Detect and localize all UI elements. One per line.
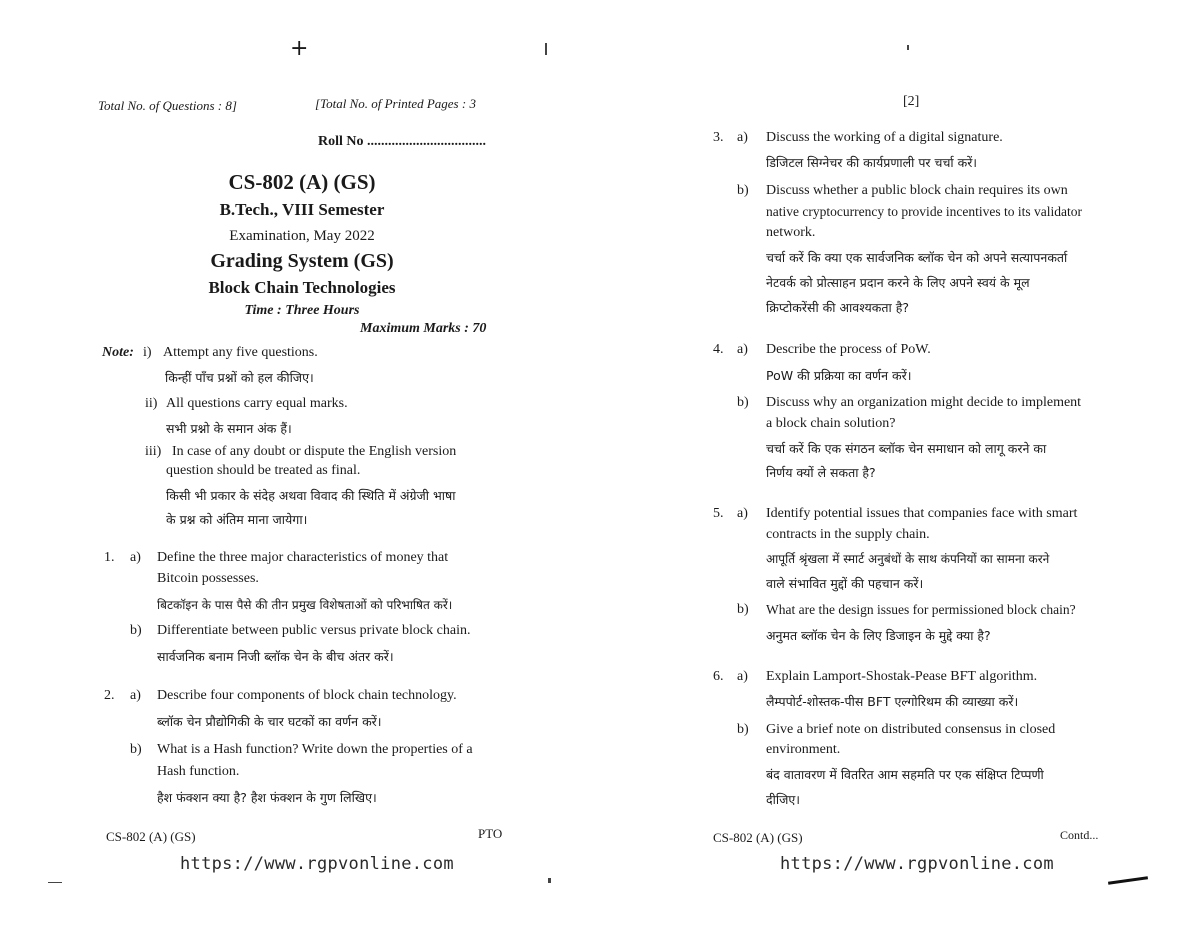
footer-code: CS-802 (A) (GS): [106, 829, 196, 844]
q1a-en-1: Define the three major characteristics of money that: [157, 550, 449, 565]
scan-speck: [545, 43, 547, 55]
q4b-en-2: a block chain solution?: [766, 416, 896, 431]
q4b-hi-2: निर्णय क्यों ले सकता है?: [766, 465, 876, 480]
q4a-hi: PoW की प्रक्रिया का वर्णन करें।: [766, 368, 912, 383]
q4b-en-1: Discuss why an organization might decide to implement: [766, 395, 1082, 410]
q5a-en-1: Identify potential issues that companies face with smart: [766, 506, 1078, 521]
q3a-en: Discuss the working of a digital signature.: [766, 130, 1003, 145]
q6a-en: Explain Lamport-Shostak-Pease BFT algorithm.: [766, 669, 1038, 684]
q3a-hi: डिजिटल सिग्नेचर की कार्यप्रणाली पर चर्चा करें।: [766, 155, 978, 170]
q1b-label: b): [130, 623, 142, 638]
roll-no: Roll No ..................................: [318, 134, 486, 149]
q5a-hi-1: आपूर्ति श्रृंखला में स्मार्ट अनुबंधों के साथ कंपनियों का सामना करने: [766, 552, 1050, 566]
q6b-label: b): [737, 722, 749, 737]
q1a-hi: बिटकॉइन के पास पैसे की तीन प्रमुख विशेषताओं को परिभाषित करें।: [157, 598, 453, 612]
exam-session: Examination, May 2022: [229, 228, 375, 244]
note-3-hi-2: के प्रश्न को अंतिम माना जायेगा।: [166, 512, 308, 527]
q1b-en: Differentiate between public versus private block chain.: [157, 623, 471, 638]
q4b-label: b): [737, 395, 749, 410]
q2-num: 2.: [104, 688, 115, 703]
q3b-en-2: native cryptocurrency to provide incentives to its validator: [766, 204, 1083, 219]
q1-num: 1.: [104, 550, 115, 565]
q1a-en-2: Bitcoin possesses.: [157, 571, 259, 586]
note-2-en: All questions carry equal marks.: [166, 396, 348, 411]
q4-num: 4.: [713, 342, 724, 357]
q3b-hi-1: चर्चा करें कि क्या एक सार्वजनिक ब्लॉक चेन को अपने सत्यापनकर्ता: [766, 250, 1068, 265]
q6b-en-2: environment.: [766, 742, 841, 757]
q6b-hi-2: दीजिए।: [766, 792, 801, 807]
footer-pto: PTO: [478, 826, 503, 841]
q2a-en: Describe four components of block chain technology.: [157, 688, 457, 703]
course-title: B.Tech., VIII Semester: [219, 200, 385, 219]
q6a-hi: लैम्पपोर्ट-शोस्तक-पीस BFT एल्गोरिथम की व्याख्या करें।: [766, 694, 1019, 709]
q3a-label: a): [737, 130, 748, 145]
note-1-hi: किन्हीं पाँच प्रश्नों को हल कीजिए।: [165, 370, 314, 385]
q6b-hi-1: बंद वातावरण में वितरित आम सहमति पर एक संक्षिप्त टिप्पणी: [766, 767, 1044, 782]
q2b-en-2: Hash function.: [157, 764, 240, 779]
q6a-label: a): [737, 669, 748, 684]
footer-contd: Contd...: [1060, 828, 1099, 842]
grading-system: Grading System (GS): [210, 250, 394, 272]
page-two: [600, 0, 1200, 927]
q5a-hi-2: वाले संभावित मुद्दों की पहचान करें।: [766, 576, 924, 591]
note-3-hi-1: किसी भी प्रकार के संदेह अथवा विवाद की स्थिति में अंग्रेजी भाषा: [166, 488, 456, 503]
website-url: https://www.rgpvonline.com: [780, 854, 1054, 874]
note-3-num: iii): [145, 444, 162, 459]
q5a-en-2: contracts in the supply chain.: [766, 527, 930, 542]
note-3-en-2: question should be treated as final.: [166, 463, 361, 478]
q4b-hi-1: चर्चा करें कि एक संगठन ब्लॉक चेन समाधान को लागू करने का: [766, 441, 1047, 456]
q6b-en-1: Give a brief note on distributed consensus in closed: [766, 722, 1056, 737]
max-marks: Maximum Marks : 70: [360, 321, 487, 336]
q3b-hi-3: क्रिप्टोकरेंसी की आवश्यकता है?: [766, 300, 909, 315]
note-1-num: i): [143, 345, 152, 360]
q2b-label: b): [130, 742, 142, 757]
scan-speck: [548, 878, 551, 883]
q4a-label: a): [737, 342, 748, 357]
paper-code: CS-802 (A) (GS): [228, 170, 376, 194]
total-questions: Total No. of Questions : 8]: [98, 98, 237, 113]
page-number: [2]: [903, 94, 920, 109]
q5a-label: a): [737, 506, 748, 521]
q6-num: 6.: [713, 669, 724, 684]
scan-speck: [48, 882, 62, 883]
q1a-label: a): [130, 550, 141, 565]
total-pages: [Total No. of Printed Pages : 3: [315, 96, 476, 111]
q1b-hi: सार्वजनिक बनाम निजी ब्लॉक चेन के बीच अंतर करें।: [157, 649, 394, 664]
scan-speck: [1108, 876, 1148, 885]
note-2-num: ii): [145, 396, 158, 411]
q5-num: 5.: [713, 506, 724, 521]
q2b-en-1: What is a Hash function? Write down the properties of a: [157, 742, 473, 757]
subject-title: Block Chain Technologies: [208, 278, 396, 297]
q5b-label: b): [737, 602, 749, 617]
q2b-hi: हैश फंक्शन क्या है? हैश फंक्शन के गुण लिखिए।: [157, 790, 377, 805]
q3b-en-1: Discuss whether a public block chain requires its own: [766, 183, 1068, 198]
q2a-hi: ब्लॉक चेन प्रौद्योगिकी के चार घटकों का वर्णन करें।: [157, 714, 382, 729]
note-3-en-1: In case of any doubt or dispute the English version: [172, 444, 457, 459]
website-url: https://www.rgpvonline.com: [180, 854, 454, 874]
q3b-hi-2: नेटवर्क को प्रोत्साहन प्रदान करने के लिए अपने स्वयं के मूल: [766, 275, 1030, 290]
exam-time: Time : Three Hours: [244, 303, 360, 318]
q2a-label: a): [130, 688, 141, 703]
q3b-label: b): [737, 183, 749, 198]
plus-mark-icon: +: [290, 36, 309, 61]
q3-num: 3.: [713, 130, 724, 145]
note-2-hi: सभी प्रश्नो के समान अंक हैं।: [166, 421, 292, 436]
q4a-en: Describe the process of PoW.: [766, 342, 931, 357]
scan-speck: [907, 45, 909, 50]
note-label: Note:: [102, 345, 134, 360]
q3b-en-3: network.: [766, 225, 816, 240]
q5b-en: What are the design issues for permissioned block chain?: [766, 602, 1076, 617]
note-1-en: Attempt any five questions.: [163, 345, 318, 360]
q5b-hi: अनुमत ब्लॉक चेन के लिए डिजाइन के मुद्दे क्या है?: [766, 628, 991, 643]
footer-code: CS-802 (A) (GS): [713, 830, 803, 845]
